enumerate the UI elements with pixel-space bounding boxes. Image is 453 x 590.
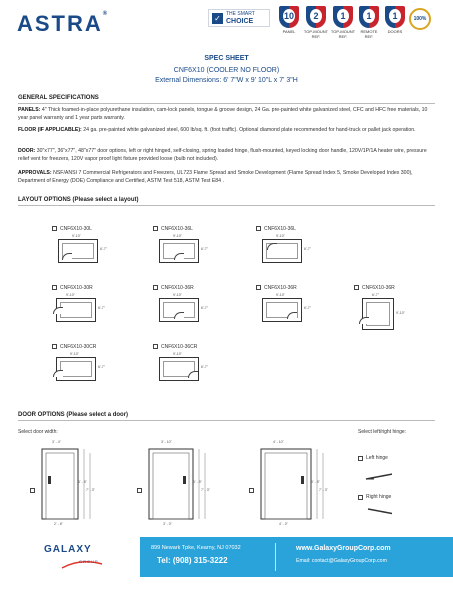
door-elevation-icon [147, 446, 217, 526]
footer-logo-area [0, 537, 140, 577]
divider [18, 205, 435, 206]
layout-option[interactable]: CNF6X10-36CR 9'-10" 6'-7" [153, 344, 197, 350]
external-dimensions: External Dimensions: 6' 7"W x 9' 10"L x 7' 3"H [155, 77, 298, 84]
warranty-badge-remote: 1 REMOTE REF. [356, 6, 382, 39]
page-header [0, 0, 453, 42]
layout-options-heading: LAYOUT OPTIONS (Please select a layout) [18, 197, 139, 203]
choice-small-text: THE SMART [226, 11, 255, 17]
approvals-spec: APPROVALS: NSF/ANSI 7 Commercial Refrigerators and Freezers, UL723 Flame Spread and Smoke Development (Flame Spread Index 5, Smoke Developed Index 300), Department of Energy (DOE) Compliance and Certified, ASTM Test 518, ASTM Test E84 . [18, 170, 413, 184]
layout-option[interactable]: CNF6X10-30R 9'-10" 6'-7" [52, 285, 93, 291]
footer-email-link[interactable]: Email: contact@GalaxyGroupCorp.com [296, 558, 387, 564]
left-hinge-option[interactable]: Left hinge [358, 455, 388, 461]
layout-checkbox[interactable] [153, 285, 158, 290]
divider [18, 103, 435, 104]
floor-spec: FLOOR (IF APPLICABLE): 24 ga. pre-painted white galvanized steel, 600 lb/sq. ft. (foot traffic). Optional diamond plate recommended for hand-truck or pallet jack operation. [18, 127, 416, 133]
left-hinge-checkbox[interactable] [358, 456, 363, 461]
footer-address: 899 Newark Tpke, Kearny, NJ 07032 [151, 545, 241, 551]
right-hinge-option[interactable]: Right hinge [358, 494, 391, 500]
door-checkbox[interactable] [249, 488, 254, 493]
checkmark-icon: ✓ [212, 13, 223, 24]
warranty-badge-topmount: 2 TOP-MOUNT REF. [303, 6, 329, 39]
galaxy-logo: GALAXY [44, 544, 92, 555]
layout-checkbox[interactable] [256, 285, 261, 290]
door-spec: DOOR: 30"x77", 36"x77", 48"x77" door options, left or right hinged, self-closing, spring loaded hinge, flush-mounted, keyed locking door handle, 120V/1P/1A heater wire, pressure relief vent for freezers, 120V vapor proof light fixture provided loose (bulb not included). [18, 148, 427, 162]
smart-choice-badge [208, 9, 270, 27]
warranty-badge-panel: 10 PANEL [276, 6, 302, 34]
choice-big-text: CHOICE [226, 18, 254, 25]
door-options-heading: DOOR OPTIONS (Please select a door) [18, 412, 129, 418]
spec-sheet-title: SPEC SHEET [204, 55, 249, 62]
footer-website-link[interactable]: www.GalaxyGroupCorp.com [296, 545, 391, 552]
layout-checkbox[interactable] [52, 285, 57, 290]
divider [18, 420, 435, 421]
footer-phone[interactable]: Tel: (908) 315-3222 [157, 556, 228, 565]
door-checkbox[interactable] [137, 488, 142, 493]
quality-seal: 100% [409, 8, 431, 30]
model-title: CNF6X10 (COOLER NO FLOOR) [173, 67, 280, 74]
general-specs-heading: GENERAL SPECIFICATIONS [18, 95, 99, 101]
right-hinge-icon [364, 507, 392, 516]
door-checkbox[interactable] [30, 488, 35, 493]
footer-divider [275, 543, 276, 571]
layout-option[interactable]: CNF6X10-30L 9'-10" 6'-7" [52, 226, 92, 232]
layout-option[interactable]: CNF6X10-36R 9'-10" 6'-7" [153, 285, 194, 291]
layout-checkbox[interactable] [52, 344, 57, 349]
door-elevation-icon [259, 446, 339, 526]
left-hinge-icon [364, 471, 392, 480]
right-hinge-checkbox[interactable] [358, 495, 363, 500]
layout-checkbox[interactable] [354, 285, 359, 290]
door-elevation-icon [40, 446, 100, 526]
panels-spec: PANELS: 4" Thick foamed-in-place polyurethane insulation, cam-lock panels, tongue & groove design, 24 Ga. pre-painted white galvanized steel, CFC and HFC free materials, 10 year panel warranty and 1 year parts warranty. [18, 107, 428, 121]
layout-option[interactable]: CNF6X10-36R 6'-7" 9'-10" [354, 285, 395, 291]
layout-checkbox[interactable] [256, 226, 261, 231]
hinge-label: Select left/right hinge: [358, 429, 407, 435]
galaxy-logo-sub: GROUP [79, 559, 99, 564]
door-width-label: Select door width: [18, 429, 58, 435]
layout-option[interactable]: CNF6X10-36R 9'-10" 6'-7" [256, 285, 297, 291]
warranty-badge-doors: 1 DOORS [382, 6, 408, 34]
layout-option[interactable]: CNF6X10-30CR 9'-10" 6'-7" [52, 344, 96, 350]
warranty-badge-topmount-2: 1 TOP-MOUNT REF. [330, 6, 356, 39]
layout-checkbox[interactable] [153, 344, 158, 349]
layout-option[interactable]: CNF6X10-36L 9'-10" 6'-7" [153, 226, 193, 232]
layout-checkbox[interactable] [153, 226, 158, 231]
layout-option[interactable]: CNF6X10-36L 9'-10" 6'-7" [256, 226, 296, 232]
astra-logo: ASTRA® [17, 11, 108, 36]
layout-checkbox[interactable] [52, 226, 57, 231]
